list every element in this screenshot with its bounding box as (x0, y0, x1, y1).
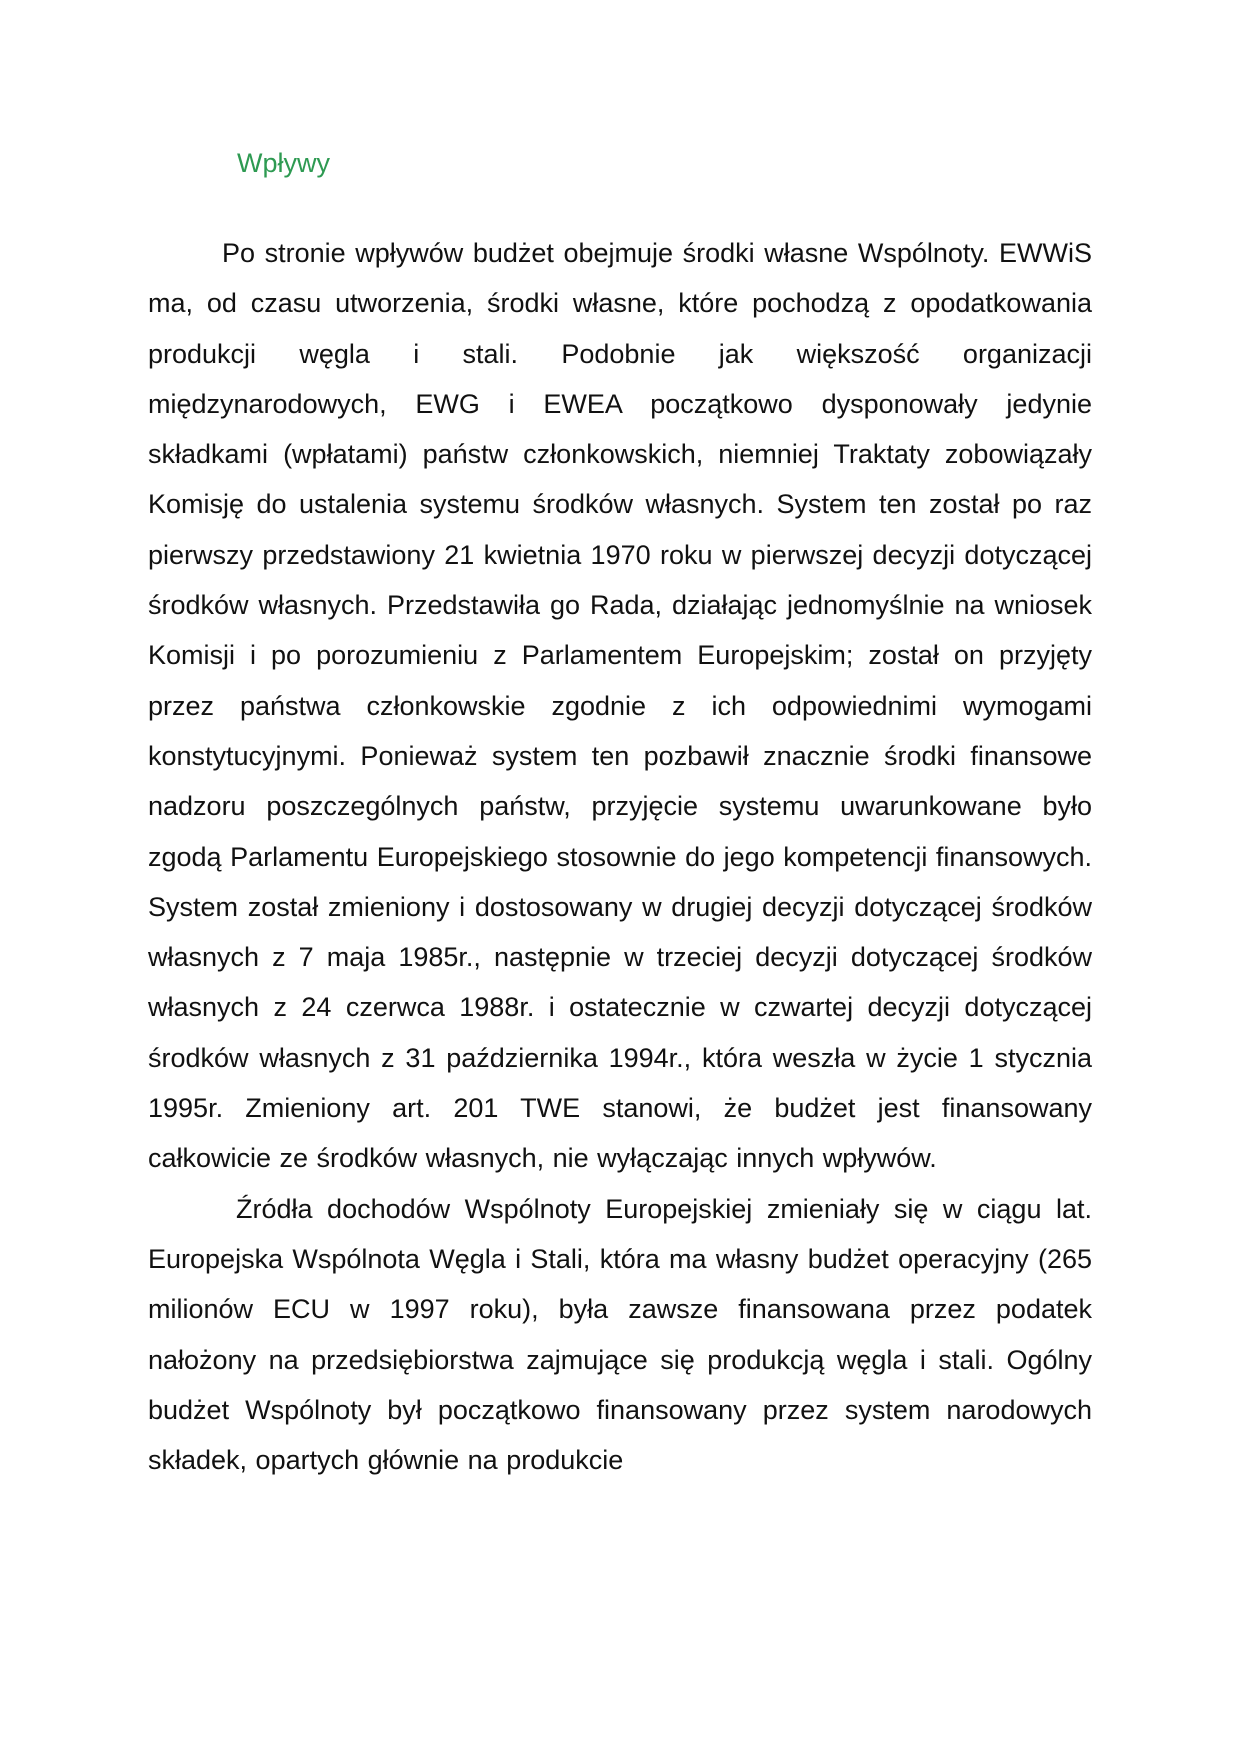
paragraph-income-sources: Źródła dochodów Wspólnoty Europejskiej zmieniały się w ciągu lat. Europejska Wspólnota Węgla i Stali, która ma własny budżet operacyjny (265 milionów ECU w 1997 roku), była zawsze finansowana przez podatek nałożony na przedsiębiorstwa zajmujące się produkcją węgla i stali. Ogólny budżet Wspólnoty był początkowo finansowany przez system narodowych składek, opartych głównie na produkcie (148, 1193, 1092, 1476)
section-heading: Wpływy (237, 148, 330, 178)
paragraph-budget-revenues: Po stronie wpływów budżet obejmuje środki własne Wspólnoty. EWWiS ma, od czasu utworzenia, środki własne, które pochodzą z opodatkowania produkcji węgla i stali. Podobnie jak większość organizacji międzynarodowych, EWG i EWEA początkowo dysponowały jedynie składkami (wpłatami) państw członkowskich, niemniej Traktaty zobowiązały Komisję do ustalenia systemu środków własnych. System ten został po raz pierwszy przedstawiony 21 kwietnia 1970 roku w pierwszej decyzji dotyczącej środków własnych. Przedstawiła go Rada, działając jednomyślnie na wniosek Komisji i po porozumieniu z Parlamentem Europejskim; został on przyjęty przez państwa członkowskie zgodnie z ich odpowiednimi wymogami konstytucyjnymi. Ponieważ system ten pozbawił znacznie środki finansowe nadzoru poszczególnych państw, przyjęcie systemu uwarunkowane było zgodą Parlamentu Europejskiego stosownie do jego kompetencji finansowych. System został zmieniony i dostosowany w drugiej decyzji dotyczącej środków własnych z 7 maja 1985r., następnie w trzeciej decyzji dotyczącej środków własnych z 24 czerwca 1988r. i ostatecznie w czwartej decyzji dotyczącej środków własnych z 31 października 1994r., która weszła w życie 1 stycznia 1995r. Zmieniony art. 201 TWE stanowi, że budżet jest finansowany całkowicie ze środków własnych, nie wyłączając innych wpływów. (148, 238, 1092, 1174)
